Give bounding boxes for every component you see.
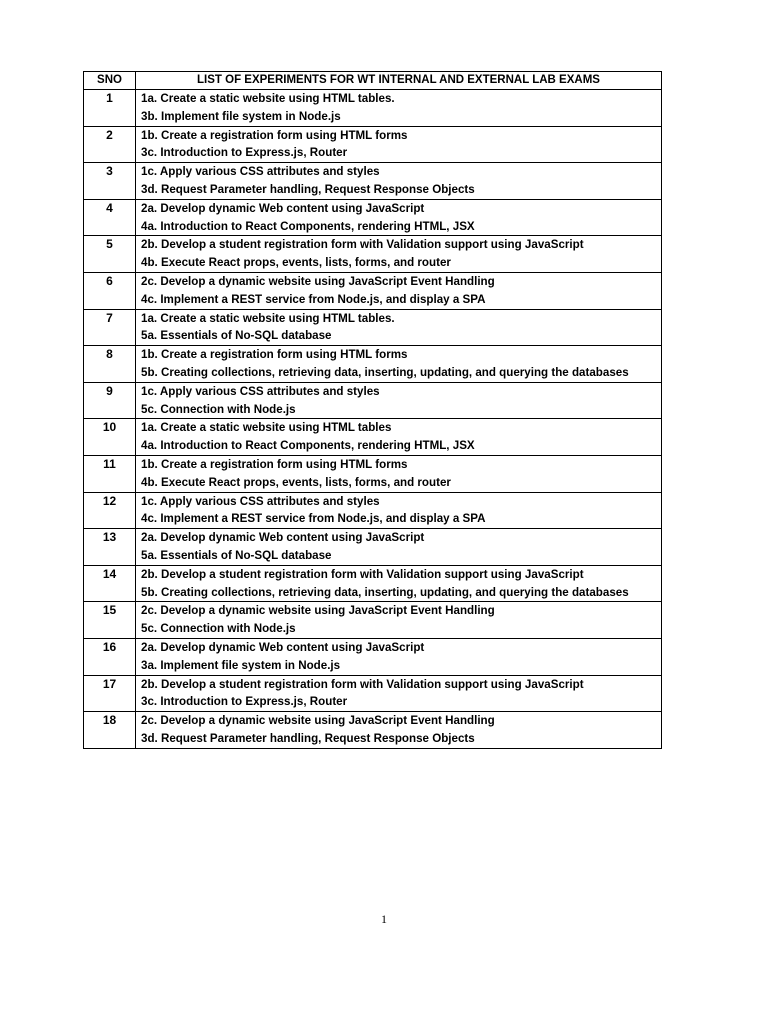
row-experiments [136, 565, 662, 602]
row-experiments [136, 492, 662, 529]
experiment-item: 3b. Implement file system in Node.js [141, 109, 341, 123]
experiment-item: 5a. Essentials of No-SQL database [141, 548, 332, 562]
row-sno: 15 [84, 602, 136, 639]
experiment-item: 4c. Implement a REST service from Node.js, and display a SPA [141, 512, 486, 526]
row-sno: 16 [84, 638, 136, 675]
row-sno: 3 [84, 163, 136, 200]
experiment-item: 1c. Apply various CSS attributes and styles [141, 165, 380, 179]
experiment-item: 3c. Introduction to Express.js, Router [141, 146, 348, 160]
table-body [84, 90, 662, 749]
table-row [84, 419, 662, 456]
table-row [84, 529, 662, 566]
row-experiments [136, 455, 662, 492]
experiment-item: 2c. Develop a dynamic website using JavaScript Event Handling [141, 604, 495, 618]
experiment-item: 3d. Request Parameter handling, Request Response Objects [141, 182, 475, 196]
table-row [84, 272, 662, 309]
table-row [84, 346, 662, 383]
row-sno: 13 [84, 529, 136, 566]
experiment-item: 4b. Execute React props, events, lists, forms, and router [141, 475, 451, 489]
experiment-item: 3a. Implement file system in Node.js [141, 658, 341, 672]
row-experiments [136, 199, 662, 236]
page-number: 1 [381, 912, 387, 926]
experiment-item: 4a. Introduction to React Components, rendering HTML, JSX [141, 219, 475, 233]
table-row [84, 236, 662, 273]
row-experiments [136, 675, 662, 712]
row-sno: 9 [84, 382, 136, 419]
row-sno: 17 [84, 675, 136, 712]
experiment-item: 1b. Create a registration form using HTML forms [141, 457, 408, 471]
row-experiments [136, 163, 662, 200]
row-sno: 18 [84, 712, 136, 749]
table-row [84, 382, 662, 419]
row-experiments [136, 126, 662, 163]
experiment-item: 2a. Develop dynamic Web content using JavaScript [141, 201, 425, 215]
row-sno: 6 [84, 272, 136, 309]
experiment-item: 5b. Creating collections, retrieving data, inserting, updating, and querying the databases [141, 365, 629, 379]
experiment-item: 2a. Develop dynamic Web content using JavaScript [141, 531, 425, 545]
row-sno: 12 [84, 492, 136, 529]
row-experiments [136, 419, 662, 456]
header-title: LIST OF EXPERIMENTS FOR WT INTERNAL AND EXTERNAL LAB EXAMS [136, 72, 662, 90]
experiment-item: 2c. Develop a dynamic website using JavaScript Event Handling [141, 714, 495, 728]
row-experiments [136, 712, 662, 749]
table-row [84, 199, 662, 236]
experiment-item: 5a. Essentials of No-SQL database [141, 329, 332, 343]
experiment-item: 1a. Create a static website using HTML tables [141, 421, 392, 435]
table-row [84, 309, 662, 346]
experiment-item: 5c. Connection with Node.js [141, 402, 296, 416]
row-sno: 7 [84, 309, 136, 346]
table-header-row [84, 72, 662, 90]
row-experiments [136, 236, 662, 273]
experiment-item: 2b. Develop a student registration form with Validation support using JavaScript [141, 238, 584, 252]
experiment-item: 1a. Create a static website using HTML tables. [141, 92, 395, 105]
row-sno: 1 [84, 90, 136, 127]
experiment-item: 3c. Introduction to Express.js, Router [141, 695, 348, 709]
row-sno: 11 [84, 455, 136, 492]
row-experiments [136, 602, 662, 639]
row-experiments [136, 346, 662, 383]
table-row [84, 90, 662, 127]
row-experiments [136, 90, 662, 127]
row-sno: 5 [84, 236, 136, 273]
table-row [84, 492, 662, 529]
experiment-item: 1a. Create a static website using HTML tables. [141, 311, 395, 325]
table-row [84, 602, 662, 639]
experiment-item: 1b. Create a registration form using HTML forms [141, 348, 408, 362]
row-sno: 4 [84, 199, 136, 236]
header-sno: SNO [84, 72, 136, 90]
table-row [84, 163, 662, 200]
table-row [84, 455, 662, 492]
table-row [84, 638, 662, 675]
experiments-table [83, 71, 662, 749]
experiment-item: 2a. Develop dynamic Web content using JavaScript [141, 640, 425, 654]
experiment-item: 4c. Implement a REST service from Node.js, and display a SPA [141, 292, 486, 306]
experiment-item: 2b. Develop a student registration form with Validation support using JavaScript [141, 567, 584, 581]
experiment-item: 5c. Connection with Node.js [141, 622, 296, 636]
row-experiments [136, 529, 662, 566]
experiment-item: 4a. Introduction to React Components, rendering HTML, JSX [141, 439, 475, 453]
experiment-item: 1c. Apply various CSS attributes and styles [141, 384, 380, 398]
row-experiments [136, 382, 662, 419]
experiment-item: 3d. Request Parameter handling, Request Response Objects [141, 731, 475, 745]
table-row [84, 565, 662, 602]
table-row [84, 675, 662, 712]
row-sno: 2 [84, 126, 136, 163]
row-sno: 10 [84, 419, 136, 456]
table-row [84, 712, 662, 749]
row-sno: 14 [84, 565, 136, 602]
table-row [84, 126, 662, 163]
row-experiments [136, 309, 662, 346]
experiment-item: 2c. Develop a dynamic website using JavaScript Event Handling [141, 274, 495, 288]
experiment-item: 1b. Create a registration form using HTML forms [141, 128, 408, 142]
row-experiments [136, 272, 662, 309]
row-sno: 8 [84, 346, 136, 383]
row-experiments [136, 638, 662, 675]
experiment-item: 2b. Develop a student registration form with Validation support using JavaScript [141, 677, 584, 691]
experiment-item: 4b. Execute React props, events, lists, forms, and router [141, 256, 451, 270]
experiment-item: 1c. Apply various CSS attributes and styles [141, 494, 380, 508]
experiment-item: 5b. Creating collections, retrieving data, inserting, updating, and querying the databases [141, 585, 629, 599]
